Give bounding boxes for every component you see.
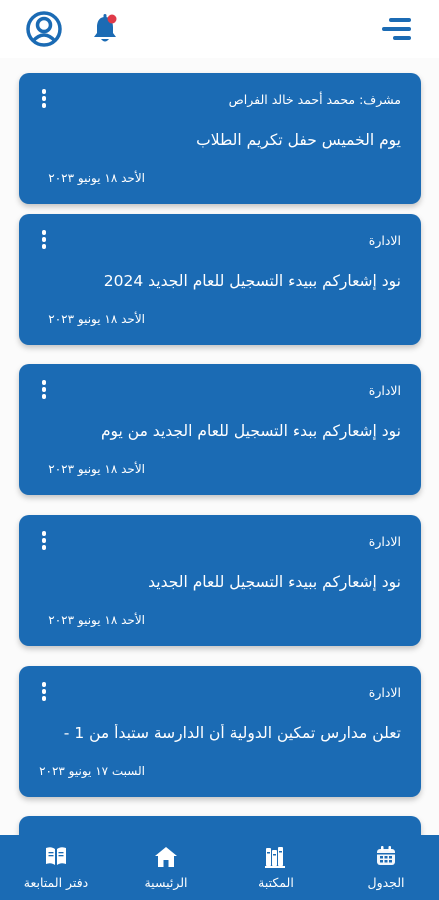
notification-sender: مشرف: محمد أحمد خالد الفراص: [228, 92, 401, 107]
notification-badge: [108, 15, 117, 24]
more-options-icon[interactable]: [39, 682, 49, 704]
nav-item-schedule[interactable]: [344, 835, 428, 900]
open-book-icon: [44, 845, 68, 867]
notification-date: الأحد ١٨ يونيو ٢٠٢٣: [48, 462, 145, 476]
notification-title: يوم الخميس حفل تكريم الطلاب: [196, 131, 401, 149]
notification-title: تعلن مدارس تمكين الدولية أن الدارسة ستبدأ من 1 -: [63, 724, 401, 742]
notification-sender: الادارة: [368, 685, 401, 700]
nav-label: المكتبة: [258, 875, 294, 890]
notification-card[interactable]: [19, 515, 421, 646]
notification-card[interactable]: [19, 364, 421, 495]
home-icon: [153, 845, 179, 869]
top-bar: [0, 0, 439, 58]
more-options-icon[interactable]: [39, 380, 49, 402]
nav-label: الجدول: [367, 875, 405, 890]
notification-date: السبت ١٧ يونيو ٢٠٢٣: [39, 764, 145, 778]
bottom-navigation: [0, 835, 439, 900]
nav-label: الرئيسية: [144, 875, 188, 890]
notification-date: الأحد ١٨ يونيو ٢٠٢٣: [48, 613, 145, 627]
notification-title: نود إشعاركم ببدء التسجيل للعام الجديد من يوم: [100, 422, 401, 440]
notifications-list[interactable]: [0, 58, 439, 835]
more-options-icon[interactable]: [39, 230, 49, 252]
notification-card-partial[interactable]: [19, 816, 421, 835]
library-books-icon: [264, 845, 288, 869]
notification-bell-icon[interactable]: [90, 12, 120, 44]
more-options-icon[interactable]: [39, 89, 49, 111]
notification-sender: الادارة: [368, 383, 401, 398]
notification-sender: الادارة: [368, 233, 401, 248]
notification-card[interactable]: [19, 73, 421, 204]
hamburger-menu-icon[interactable]: [380, 16, 412, 42]
nav-item-home[interactable]: [124, 835, 208, 900]
notification-date: الأحد ١٨ يونيو ٢٠٢٣: [48, 171, 145, 185]
user-avatar-icon[interactable]: [25, 10, 63, 48]
nav-item-followup-notebook[interactable]: [6, 835, 106, 900]
notification-card[interactable]: [19, 666, 421, 797]
notification-title: نود إشعاركم ببيدء التسجيل للعام الجديد 2024: [103, 272, 401, 290]
more-options-icon[interactable]: [39, 531, 49, 553]
calendar-icon: [375, 845, 397, 867]
nav-label: دفتر المتابعة: [23, 875, 89, 890]
notification-sender: الادارة: [368, 534, 401, 549]
notification-title: نود إشعاركم ببيدء التسجيل للعام الجديد: [148, 573, 401, 591]
notification-card[interactable]: [19, 214, 421, 345]
nav-item-library[interactable]: [234, 835, 318, 900]
notification-date: الأحد ١٨ يونيو ٢٠٢٣: [48, 312, 145, 326]
